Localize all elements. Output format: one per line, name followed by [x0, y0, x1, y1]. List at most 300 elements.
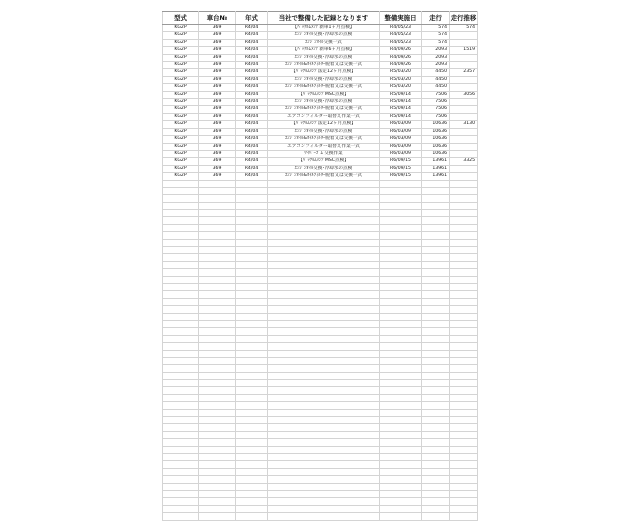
empty-cell [163, 202, 199, 209]
cell-trend: 1519 [450, 47, 478, 54]
empty-cell [236, 372, 268, 379]
empty-cell [380, 261, 422, 268]
empty-cell [163, 453, 199, 460]
empty-row [163, 513, 478, 520]
empty-cell [422, 380, 450, 387]
table-row [163, 91, 478, 98]
cell-trend [450, 150, 478, 157]
header-year: 年式 [236, 12, 268, 25]
empty-cell [380, 335, 422, 342]
cell-vehicle-no: 369 [199, 32, 236, 39]
empty-cell [268, 372, 380, 379]
empty-cell [236, 490, 268, 497]
empty-cell [163, 387, 199, 394]
empty-cell [236, 402, 268, 409]
empty-cell [268, 417, 380, 424]
cell-mileage: 7506 [422, 99, 450, 106]
empty-cell [268, 490, 380, 497]
empty-cell [422, 306, 450, 313]
cell-vehicle-no: 369 [199, 54, 236, 61]
empty-cell [422, 394, 450, 401]
empty-cell [422, 180, 450, 187]
cell-trend: 3325 [450, 158, 478, 165]
empty-cell [380, 247, 422, 254]
empty-cell [199, 476, 236, 483]
empty-cell [422, 365, 450, 372]
cell-trend [450, 32, 478, 39]
cell-date: R5/03/20 [380, 76, 422, 83]
empty-cell [236, 483, 268, 490]
empty-cell [199, 320, 236, 327]
empty-cell [450, 210, 478, 217]
empty-row [163, 328, 478, 335]
empty-row [163, 239, 478, 246]
empty-cell [163, 461, 199, 468]
cell-record: ｴﾝｼﾞﾝｵｲﾙ&ｵｲﾙﾌｨﾙﾀｰ脱着又は交換一式 [268, 62, 380, 69]
empty-cell [199, 424, 236, 431]
cell-model: KG2P [163, 76, 199, 83]
empty-cell [450, 261, 478, 268]
empty-cell [380, 483, 422, 490]
cell-vehicle-no: 369 [199, 121, 236, 128]
cell-vehicle-no: 369 [199, 39, 236, 46]
empty-cell [268, 424, 380, 431]
empty-cell [268, 446, 380, 453]
empty-cell [268, 195, 380, 202]
empty-cell [450, 187, 478, 194]
empty-cell [422, 387, 450, 394]
empty-cell [199, 394, 236, 401]
empty-cell [380, 224, 422, 231]
empty-cell [450, 513, 478, 520]
empty-cell [199, 232, 236, 239]
empty-cell [163, 180, 199, 187]
cell-vehicle-no: 369 [199, 173, 236, 180]
empty-cell [380, 180, 422, 187]
table-row [163, 76, 478, 83]
empty-cell [199, 483, 236, 490]
cell-record: 【ﾊﾞｯｸﾙﾑﾒﾝﾃ 法定12ヶ月点検】 [268, 121, 380, 128]
empty-cell [380, 402, 422, 409]
empty-cell [268, 306, 380, 313]
cell-date: R5/03/20 [380, 84, 422, 91]
cell-model: KG2P [163, 84, 199, 91]
empty-cell [163, 291, 199, 298]
empty-cell [199, 247, 236, 254]
empty-row [163, 505, 478, 512]
cell-model: KG2P [163, 91, 199, 98]
empty-cell [199, 269, 236, 276]
cell-model: KG2P [163, 32, 199, 39]
cell-record: 【ﾊﾞｯｸﾙﾑﾒﾝﾃ 新車6ヶ月点検】 [268, 47, 380, 54]
empty-cell [380, 284, 422, 291]
cell-vehicle-no: 369 [199, 69, 236, 76]
empty-cell [422, 409, 450, 416]
empty-cell [163, 372, 199, 379]
empty-row [163, 417, 478, 424]
empty-cell [199, 453, 236, 460]
empty-cell [199, 490, 236, 497]
cell-year: R4/04 [236, 39, 268, 46]
empty-cell [163, 476, 199, 483]
empty-cell [268, 350, 380, 357]
empty-cell [268, 187, 380, 194]
empty-cell [236, 357, 268, 364]
empty-cell [199, 291, 236, 298]
table-row [163, 150, 478, 157]
empty-cell [380, 513, 422, 520]
empty-cell [163, 431, 199, 438]
cell-date: R4/09/26 [380, 62, 422, 69]
empty-cell [268, 439, 380, 446]
empty-cell [380, 320, 422, 327]
cell-date: R5/03/20 [380, 69, 422, 76]
empty-cell [236, 453, 268, 460]
empty-cell [450, 343, 478, 350]
empty-cell [422, 276, 450, 283]
empty-cell [422, 187, 450, 194]
empty-cell [268, 320, 380, 327]
cell-vehicle-no: 369 [199, 47, 236, 54]
empty-cell [422, 224, 450, 231]
table-row [163, 62, 478, 69]
empty-cell [236, 394, 268, 401]
empty-row [163, 476, 478, 483]
empty-row [163, 232, 478, 239]
cell-year: R4/04 [236, 54, 268, 61]
empty-cell [380, 210, 422, 217]
empty-cell [199, 306, 236, 313]
empty-cell [163, 210, 199, 217]
empty-cell [422, 232, 450, 239]
empty-row [163, 269, 478, 276]
empty-cell [268, 217, 380, 224]
empty-cell [163, 306, 199, 313]
empty-cell [450, 313, 478, 320]
empty-cell [450, 195, 478, 202]
cell-year: R4/04 [236, 25, 268, 32]
empty-cell [236, 335, 268, 342]
empty-cell [199, 387, 236, 394]
empty-row [163, 490, 478, 497]
cell-date: R4/09/26 [380, 54, 422, 61]
cell-date: R6/03/09 [380, 150, 422, 157]
cell-mileage: 574 [422, 32, 450, 39]
empty-cell [163, 490, 199, 497]
empty-cell [422, 284, 450, 291]
cell-date: R5/09/14 [380, 106, 422, 113]
empty-cell [163, 284, 199, 291]
empty-cell [236, 431, 268, 438]
cell-year: R4/04 [236, 150, 268, 157]
empty-cell [422, 424, 450, 431]
empty-cell [380, 387, 422, 394]
empty-cell [380, 195, 422, 202]
empty-cell [268, 402, 380, 409]
empty-cell [450, 291, 478, 298]
empty-row [163, 424, 478, 431]
cell-date: R6/03/09 [380, 121, 422, 128]
empty-row [163, 202, 478, 209]
empty-cell [422, 446, 450, 453]
empty-cell [199, 217, 236, 224]
table-row [163, 128, 478, 135]
empty-row [163, 306, 478, 313]
empty-cell [236, 343, 268, 350]
empty-cell [422, 202, 450, 209]
table-row [163, 54, 478, 61]
empty-cell [380, 372, 422, 379]
header-date: 整備実施日 [380, 12, 422, 25]
empty-cell [422, 372, 450, 379]
cell-model: KG2P [163, 173, 199, 180]
empty-cell [163, 357, 199, 364]
empty-cell [163, 483, 199, 490]
table-row [163, 69, 478, 76]
empty-cell [236, 254, 268, 261]
empty-cell [422, 239, 450, 246]
cell-trend [450, 54, 478, 61]
empty-row [163, 254, 478, 261]
table-row [163, 32, 478, 39]
empty-cell [380, 468, 422, 475]
empty-cell [236, 409, 268, 416]
empty-cell [163, 343, 199, 350]
empty-cell [236, 328, 268, 335]
empty-row [163, 276, 478, 283]
empty-cell [450, 461, 478, 468]
empty-cell [268, 461, 380, 468]
cell-model: KG2P [163, 150, 199, 157]
empty-cell [268, 357, 380, 364]
empty-cell [268, 365, 380, 372]
empty-cell [380, 446, 422, 453]
empty-cell [268, 202, 380, 209]
empty-cell [422, 335, 450, 342]
empty-cell [450, 269, 478, 276]
cell-mileage: 13961 [422, 173, 450, 180]
empty-cell [450, 380, 478, 387]
empty-cell [236, 217, 268, 224]
cell-record: ｴﾝｼﾞﾝｵｲﾙ交換･冷却水の点検 [268, 54, 380, 61]
empty-cell [163, 320, 199, 327]
empty-cell [163, 269, 199, 276]
empty-cell [422, 431, 450, 438]
empty-cell [450, 394, 478, 401]
empty-cell [450, 350, 478, 357]
cell-record: ｴﾝｼﾞﾝｵｲﾙ&ｵｲﾙﾌｨﾙﾀｰ脱着又は交換一式 [268, 84, 380, 91]
empty-cell [450, 483, 478, 490]
empty-cell [450, 387, 478, 394]
empty-cell [450, 409, 478, 416]
empty-cell [450, 328, 478, 335]
empty-cell [422, 453, 450, 460]
empty-cell [450, 217, 478, 224]
table-row [163, 143, 478, 150]
empty-cell [199, 461, 236, 468]
empty-cell [163, 446, 199, 453]
empty-cell [450, 431, 478, 438]
empty-cell [380, 490, 422, 497]
cell-date: R4/09/26 [380, 47, 422, 54]
empty-cell [268, 513, 380, 520]
empty-cell [422, 254, 450, 261]
empty-cell [236, 239, 268, 246]
cell-year: R4/04 [236, 136, 268, 143]
cell-mileage: 4450 [422, 76, 450, 83]
empty-cell [199, 335, 236, 342]
empty-cell [236, 350, 268, 357]
empty-cell [380, 439, 422, 446]
empty-cell [380, 505, 422, 512]
empty-cell [236, 417, 268, 424]
empty-cell [380, 417, 422, 424]
cell-vehicle-no: 369 [199, 136, 236, 143]
empty-cell [236, 276, 268, 283]
cell-date: R6/09/15 [380, 158, 422, 165]
empty-cell [163, 409, 199, 416]
empty-cell [422, 195, 450, 202]
empty-cell [236, 261, 268, 268]
empty-cell [450, 357, 478, 364]
cell-mileage: 7506 [422, 91, 450, 98]
empty-row [163, 394, 478, 401]
cell-date: R6/09/15 [380, 165, 422, 172]
empty-cell [268, 261, 380, 268]
cell-trend [450, 136, 478, 143]
empty-cell [199, 372, 236, 379]
cell-model: KG2P [163, 62, 199, 69]
empty-cell [380, 202, 422, 209]
empty-cell [236, 187, 268, 194]
cell-vehicle-no: 369 [199, 76, 236, 83]
cell-year: R4/04 [236, 84, 268, 91]
empty-cell [199, 431, 236, 438]
empty-cell [422, 417, 450, 424]
empty-cell [380, 409, 422, 416]
cell-record: 【ﾊﾞｯｸﾙﾑﾒﾝﾃ MSC点検】 [268, 158, 380, 165]
empty-cell [163, 439, 199, 446]
cell-year: R4/04 [236, 106, 268, 113]
empty-cell [268, 284, 380, 291]
empty-cell [380, 424, 422, 431]
empty-cell [163, 276, 199, 283]
cell-date: R6/03/09 [380, 136, 422, 143]
header-row [163, 12, 478, 25]
table-row [163, 47, 478, 54]
cell-trend: 574 [450, 25, 478, 32]
empty-cell [199, 195, 236, 202]
empty-cell [450, 247, 478, 254]
empty-cell [163, 513, 199, 520]
empty-cell [450, 239, 478, 246]
empty-cell [236, 446, 268, 453]
empty-row [163, 298, 478, 305]
empty-cell [199, 343, 236, 350]
empty-cell [236, 387, 268, 394]
empty-row [163, 446, 478, 453]
empty-cell [199, 357, 236, 364]
empty-cell [236, 468, 268, 475]
empty-cell [268, 328, 380, 335]
empty-cell [380, 217, 422, 224]
empty-cell [380, 328, 422, 335]
cell-model: KG2P [163, 106, 199, 113]
empty-cell [380, 498, 422, 505]
empty-cell [199, 513, 236, 520]
empty-cell [236, 461, 268, 468]
empty-cell [422, 468, 450, 475]
empty-cell [450, 276, 478, 283]
empty-cell [422, 461, 450, 468]
empty-cell [268, 180, 380, 187]
empty-cell [236, 365, 268, 372]
cell-date: R5/09/14 [380, 91, 422, 98]
empty-cell [199, 446, 236, 453]
empty-row [163, 387, 478, 394]
empty-cell [236, 498, 268, 505]
empty-cell [422, 261, 450, 268]
cell-model: KG2P [163, 136, 199, 143]
empty-cell [268, 431, 380, 438]
empty-cell [236, 247, 268, 254]
empty-cell [236, 291, 268, 298]
empty-row [163, 409, 478, 416]
header-vehicle-no: 車台№ [199, 12, 236, 25]
empty-cell [450, 180, 478, 187]
table-row [163, 106, 478, 113]
cell-model: KG2P [163, 25, 199, 32]
cell-vehicle-no: 369 [199, 143, 236, 150]
empty-cell [199, 239, 236, 246]
cell-record: 【ﾊﾞｯｸﾙﾑﾒﾝﾃ 法定12ヶ月点検】 [268, 69, 380, 76]
empty-cell [163, 335, 199, 342]
cell-year: R4/04 [236, 32, 268, 39]
empty-cell [268, 453, 380, 460]
empty-cell [199, 284, 236, 291]
cell-year: R4/04 [236, 76, 268, 83]
empty-cell [450, 232, 478, 239]
empty-cell [199, 350, 236, 357]
cell-year: R4/04 [236, 99, 268, 106]
cell-mileage: 7506 [422, 106, 450, 113]
empty-cell [163, 424, 199, 431]
empty-cell [163, 254, 199, 261]
cell-year: R4/04 [236, 173, 268, 180]
cell-date: R6/09/15 [380, 173, 422, 180]
cell-year: R4/04 [236, 62, 268, 69]
empty-cell [450, 372, 478, 379]
cell-date: R4/05/23 [380, 32, 422, 39]
empty-row [163, 291, 478, 298]
empty-cell [199, 210, 236, 217]
empty-row [163, 498, 478, 505]
empty-cell [199, 261, 236, 268]
empty-cell [163, 224, 199, 231]
empty-cell [450, 453, 478, 460]
cell-vehicle-no: 369 [199, 106, 236, 113]
cell-mileage: 2093 [422, 62, 450, 69]
cell-year: R4/04 [236, 113, 268, 120]
empty-cell [268, 232, 380, 239]
empty-cell [450, 298, 478, 305]
empty-row [163, 372, 478, 379]
cell-trend: 3056 [450, 91, 478, 98]
empty-cell [199, 505, 236, 512]
empty-row [163, 247, 478, 254]
cell-vehicle-no: 369 [199, 128, 236, 135]
empty-row [163, 461, 478, 468]
